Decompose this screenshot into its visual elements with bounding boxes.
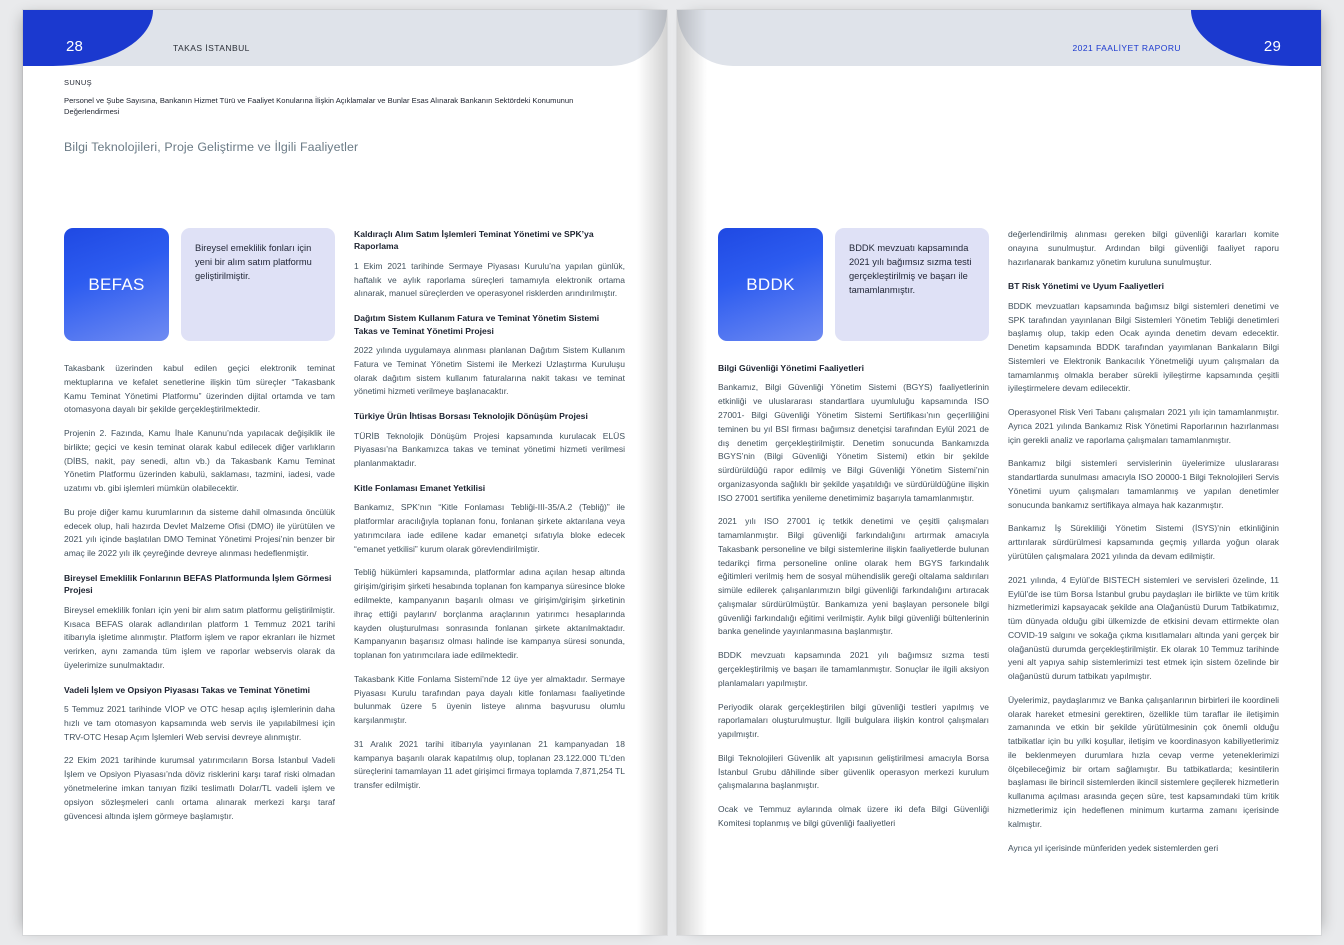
heading-turib: Türkiye Ürün İhtisas Borsası Teknolojik Dönüşüm Projesi bbox=[354, 411, 588, 422]
bddk-note bbox=[835, 228, 989, 341]
page-number-right: 29 bbox=[1263, 38, 1281, 55]
heading-kaldiracli: Kaldıraçlı Alım Satım İşlemleri Teminat Yönetimi ve SPK’ya Raporlama bbox=[354, 229, 594, 252]
paragraph: Tebliğ hükümleri kapsamında, platformlar adına açılan hesap altında girişim/girişim şirketi hesabında toplanan fon kampanya süresince bloke edilmekte, kampanyanın başarılı olması ve girişim/girişim şirketinin ihraç ettiği payların/ borçlanma araçlarının yatırımcı hesaplarında kayden oluşturulması sonrasında fonlanan şirkete aktarılmaktadır. Kampanyanın başarısız olması halinde ise kampanya süresi sonunda, toplanan fon yatırımcılara iade edilmektedir. bbox=[354, 567, 625, 661]
paragraph: Ocak ve Temmuz aylarında olmak üzere iki defa Bilgi Güvenliği Komitesi toplanmış ve bilgi güvenliği faaliyetleri bbox=[718, 804, 989, 828]
left-page-body bbox=[23, 66, 667, 935]
heading-viop: Vadeli İşlem ve Opsiyon Piyasası Takas ve Teminat Yönetimi bbox=[64, 684, 310, 695]
paragraph: Üyelerimiz, paydaşlarımız ve Banka çalışanlarının birbirleri ile koordineli olarak hareket etmesini gerektiren, özellikle tüm taraflar ile iletişimin zamanında ve etkin bir şekilde yürütülmesinin çok önemli olduğu tatbikatlar için bu yılki koşullar, iletişim ve koordinasyon kabiliyetlerimiz ile beklenmeyen durumlara hızla cevap verme yeteneklerimizi ölçebileceğimiz bir ortam sağlamıştır. Bu tatbikatlarda; kesintilerin başlaması ile birincil sistemlerden ikincil sistemlere geçilerek hizmetlerin kullanıma açılması arasında geçen süre, test kapsamındaki tüm kritik hizmetlerimiz için hedeflenen minimum kurtarma zamanı içerisinde kalmıştır. bbox=[1008, 694, 1279, 829]
right-page-columns bbox=[718, 228, 1279, 909]
paragraph: Bu proje diğer kamu kurumlarının da sisteme dahil olmasında öncülük edecek olup, hali hazırda Devlet Malzeme Ofisi (DMO) ile yürütülen ve 2021 yılı içinde başlatılan DMO Teminat Yönetimi Projesi’nin benzer bir amaç ile 2022 yılı ilk çeyreğinde devreye alınması hedeflenmiştir. bbox=[64, 506, 335, 559]
paragraph: Projenin 2. Fazında, Kamu İhale Kanunu’nda yapılacak değişiklik ile birlikte; geçici ve kesin teminat olarak kabul edilecek diğer varlıkların (DİBS, nakit, pay senedi, altın vb.) da Takasbank Kamu Teminat Yönetim Platformu üzerinden kabulü, saklaması, tazmini, iadesi, vade uzatımı vb. gibi işlemleri mümkün olabilecektir. bbox=[64, 428, 335, 494]
befas-badge-label: BEFAS bbox=[88, 274, 145, 294]
heading-dagitim: Dağıtım Sistem Kullanım Fatura ve Teminat Yönetim Sistemi Takas ve Teminat Yönetimi Projesi bbox=[354, 313, 600, 336]
paragraph: Takasbank Kitle Fonlama Sistemi’nde 12 üye yer almaktadır. Sermaye Piyasası Kurulu tarafından paya dayalı kitle fonlaması faaliyetinde bulunmak üzere 5 üyenin listeye alınma başvurusu olumlu karşılanmıştır. bbox=[354, 673, 625, 726]
heading-befas-platform: Bireysel Emeklilik Fonlarının BEFAS Platformunda İşlem Görmesi Projesi bbox=[64, 572, 332, 596]
paragraph: TÜRİB Teknolojik Dönüşüm Projesi kapsamında kurulacak ELÜS Piyasası’na Bankamızca takas ve teminat yönetimi hizmeti verilmesi planlanmaktadır. bbox=[354, 430, 625, 469]
bddk-badge bbox=[718, 228, 823, 341]
heading-bt-risk: BT Risk Yönetimi ve Uyum Faaliyetleri bbox=[1008, 281, 1165, 292]
paragraph: 2022 yılında uygulamaya alınması planlanan Dağıtım Sistem Kullanım Fatura ve Teminat Yönetim Sistemi ile Merkezi Uzlaştırma Kuruluşu olarak dağıtım sistem kullanım faturalarına nakit takası ve teminat yönetimi hizmeti verilmeye başlanacaktır. bbox=[354, 345, 625, 397]
bddk-callout bbox=[718, 228, 989, 341]
heading-kitle-fonlamasi: Kitle Fonlaması Emanet Yetkilisi bbox=[354, 482, 486, 493]
paragraph: Bankamız, Bilgi Güvenliği Yönetim Sistemi (BGYS) faaliyetlerinin etkinliği ve uluslararası standartlara uyumluluğu kapsamında ISO 27001- Bilgi Güvenliği Yönetim Sistemi Sertifikası’nın geçerliliğini teminen bu yıl BSI firması bağımsız denetçisi tarafından Eylül 2021 de dış denetim gerçekleştirilmiştir. Denetim sonucunda Bankamızda BGYS’nin (Bilgi Güvenliği Yönetim Sistemi) etkin bir şekilde sürdürüldüğü rapor edilmiş ve Bilgi Güvenliği Yönetim Sistemi’nin organizasyonda sağlıklı bir şekilde yaşatıldığı ve sürdürüldüğüne ilişkin ISO 27001 sertifika yenileme denetimimiz başarıyla tamamlanmıştır. bbox=[718, 382, 989, 503]
paragraph-continuation: değerlendirilmiş alınması gereken bilgi güvenliği kararları komite onayına sunulmuştur. Ardından bilgi güvenliği faaliyet raporu hazırlanarak bankamız yönetim kuruluna sunulmuştur. bbox=[1008, 229, 1279, 267]
right-page-body bbox=[677, 66, 1321, 935]
befas-badge bbox=[64, 228, 169, 341]
left-page-column-one bbox=[64, 228, 335, 909]
paragraph: 31 Aralık 2021 tarihi itibarıyla yayınlanan 21 kampanyadan 18 kampanya başarılı olarak kapatılmış olup, toplanan 23.122.000 TL’den süreçlerini tamamlayan 11 adet girişimci firmaya toplamda 7,871,254 TL transfer edilmiştir. bbox=[354, 738, 625, 791]
paragraph: Bilgi Teknolojileri Güvenlik alt yapısının geliştirilmesi amacıyla Borsa İstanbul Grubu dâhilinde siber güvenlik operasyon merkezi kurulum çalışmalarına başlanmıştır. bbox=[718, 752, 989, 791]
running-head-left: TAKAS İSTANBUL bbox=[173, 43, 250, 53]
paragraph: BDDK mevzuatı kapsamında 2021 yılı bağımsız sızma testi gerçekleştirilmiş ve başarı ile tamamlanmıştır. Sonuçlar ile ilgili aksiyon planlamaları yapılmıştır. bbox=[718, 650, 989, 688]
page-title: Bilgi Teknolojileri, Proje Geliştirme ve İlgili Faaliyetler bbox=[64, 140, 359, 154]
befas-note-text: Bireysel emeklilik fonları için yeni bir alım satım platformu geliştirilmiştir. bbox=[195, 243, 312, 282]
running-head-right: 2021 FAALİYET RAPORU bbox=[1072, 43, 1181, 53]
right-page-column-two bbox=[1008, 228, 1279, 909]
paragraph: Ayrıca yıl içerisinde münferiden yedek sistemlerden geri bbox=[1008, 842, 1219, 853]
right-page bbox=[677, 10, 1321, 935]
paragraph: 2021 yılında, 4 Eylül’de BISTECH sistemleri ve servisleri özelinde, 11 Eylül’de ise tüm Borsa İstanbul grubu paydaşları ile birlikte ve tüm kritik hizmetlerimizi kapsayacak şekilde ana Olağanüstü Durum Tatbikatımız, tüm dünyada olduğu gibi ülkemizde de etkisini devam ettirmekte olan COVID-19 salgını ve sokağa çıkma kısıtlamaları altında yani gerçek bir olağanüstü durumda gerçekleştirilmiştir. Ek olarak 10 Temmuz tarihinde yeni alt yapıya sahip sistemlerimizi test etmek için sistem özelinde bir olağanüstü durum tatbikatı yapılmıştır. bbox=[1008, 574, 1279, 682]
paragraph: Bireysel emeklilik fonları için yeni bir alım satım platformu geliştirilmiştir. Kısaca BEFAS olarak adlandırılan platform 1 Temmuz 2021 tarihi itibarıyla işletime alınmıştır. Platform işlem ve rapor ekranları ile hizmet verirken, aynı zamanda tüm işlem ve raporlar webservis olarak da üyelerimize sunulmaktadır. bbox=[64, 604, 335, 670]
paragraph: BDDK mevzuatları kapsamında bağımsız bilgi sistemleri denetimi ve SPK tarafından yayınlanan Bilgi Sistemleri Yönetim Tebliği denetimleri başlamış olup, takip eden Ocak ayında denetim devam edecektir. Denetim kapsamında BDDK tarafından yayımlanan Bankaların Bilgi Sistemleri ve Elektronik Bankacılık Yönetmeliği uyum çalışmaları da tamamlanmış olmakla beraber sürekli iyileştirme kapsamında çeşitli iyileştirmelere devam edilecektir. bbox=[1008, 300, 1279, 394]
left-page-meta bbox=[64, 78, 625, 118]
right-page-header bbox=[677, 10, 1321, 66]
left-page-columns bbox=[64, 228, 625, 909]
paragraph: Takasbank üzerinden kabul edilen geçici elektronik teminat mektuplarına ve kefalet senetlerine ilişkin tüm süreçler “Takasbank Kamu Teminat Yönetimi Platformu” üzerinden dijital ortamda ve tam otomasyona dayalı bir şekilde gerçekleştirilmektedir. bbox=[64, 363, 335, 415]
paragraph: 1 Ekim 2021 tarihinde Sermaye Piyasası Kurulu’na yapılan günlük, haftalık ve aylık raporlama süreçleri tamamıyla elektronik ortama alınarak, manuel süreçlerden ve operasyonel risklerden arındırılmıştır. bbox=[354, 260, 625, 299]
bddk-badge-label: BDDK bbox=[746, 274, 795, 294]
befas-callout bbox=[64, 228, 335, 341]
paragraph: 5 Temmuz 2021 tarihinde VİOP ve OTC hesap açılış işlemlerinin daha hızlı ve tam otomasyon kapsamında web servis ile yapılabilmesi için TRV-OTC Hesap Açım İşlemleri Web servisi devreye alınmıştır. bbox=[64, 704, 335, 742]
left-page bbox=[23, 10, 667, 935]
paragraph: 22 Ekim 2021 tarihinde kurumsal yatırımcıların Borsa İstanbul Vadeli İşlem ve Opsiyon Piyasası’nda döviz risklerini karşı taraf riski olmadan yönetmelerine imkan tanıyan fiziki teslimatlı Dolar/TL vadeli işlem ve opsiyon sözleşmeleri canlı ortama alınarak merkezi karşı taraf güvencesi altında işlem görmeye başlamıştır. bbox=[64, 755, 335, 821]
page-number-left: 28 bbox=[66, 38, 84, 55]
paragraph: Bankamız bilgi sistemleri servislerinin üyelerimize uluslararası standartlarda sunulması amacıyla ISO 20000-1 Bilgi Teknolojileri Servis Yönetimi uyum çalışmaları tamamlanmış ve yapılan denetimler sonucunda bankamız sertifikaya almaya hak kazanmıştır. bbox=[1008, 458, 1279, 510]
paragraph: Operasyonel Risk Veri Tabanı çalışmaları 2021 yılı için tamamlanmıştır. Ayrıca 2021 yılında Bankamız Risk Yönetimi Raporlarının hazırlanması için gerekli analiz ve raporlama çalışmaları tamamlanmıştır. bbox=[1008, 407, 1279, 445]
befas-note bbox=[181, 228, 335, 341]
left-page-header bbox=[23, 10, 667, 66]
paragraph: Periyodik olarak gerçekleştirilen bilgi güvenliği testleri yapılmış ve raporlamaları oluşturulmuştur. İlgili bulgulara ilişkin kontrol çalışmaları yapılmıştır. bbox=[718, 701, 989, 740]
section-subline: Personel ve Şube Sayısına, Bankanın Hizmet Türü ve Faaliyet Konularına İlişkin Açıklamalar ve Bunlar Esas Alınarak Bankanın Sektördeki Konumunun Değerlendirmesi bbox=[64, 96, 574, 116]
paragraph: 2021 yılı ISO 27001 iç tetkik denetimi ve çeşitli çalışmaları tamamlanmıştır. Bilgi güvenliği farkındalığını artırmak amacıyla Takasbank personeline ve bilgi sistemlerine ilişkin faaliyetlerde bulunan tedarikçi firma personeline online olarak hem BGYS farkındalık eğitimleri verilmiş hem de sosyal mühendislik gereği oltalama saldırıları simüle edilerek çalışanlarımızın bilgi güvenliği farkındalığını artıracak çalışmalar sürdürülmüştür. Bankamıza yeni başlayan personele bilgi güvenliği farkındalığı eğitimi verilmiştir. Aylık bilgi güvenliği bültenlerinin banka genelinde yayınlanmasına başlanmıştır. bbox=[718, 516, 989, 637]
heading-bilgi-guvenligi: Bilgi Güvenliği Yönetimi Faaliyetleri bbox=[718, 363, 864, 373]
right-page-column-one bbox=[718, 228, 989, 909]
paragraph: Bankamız İş Sürekliliği Yönetim Sistemi (İSYS)’nin etkinliğinin arttırılarak sürdürülmesi kapsamında geçmiş yıllarda yoğun olarak yürütülen çalışmalara 2021 yılında da devam edilmiştir. bbox=[1008, 523, 1279, 561]
bddk-note-text: BDDK mevzuatı kapsamında 2021 yılı bağımsız sızma testi gerçekleştirilmiş ve başarı ile tamamlanmıştır. bbox=[849, 243, 972, 296]
left-page-column-two bbox=[354, 228, 625, 909]
section-kicker: SUNUŞ bbox=[64, 78, 93, 87]
paragraph: Bankamız, SPK’nın “Kitle Fonlaması Tebliği-III-35/A.2 (Tebliğ)” ile platformlar aracılığıyla toplanan fonu, fonlanan şirkete aktarılana veya yatırımcılara iade edilene kadar emanetçi sıfatıyla bloke edecek “emanet yetkilisi” kurum olarak görevlendirilmiştir. bbox=[354, 502, 625, 554]
